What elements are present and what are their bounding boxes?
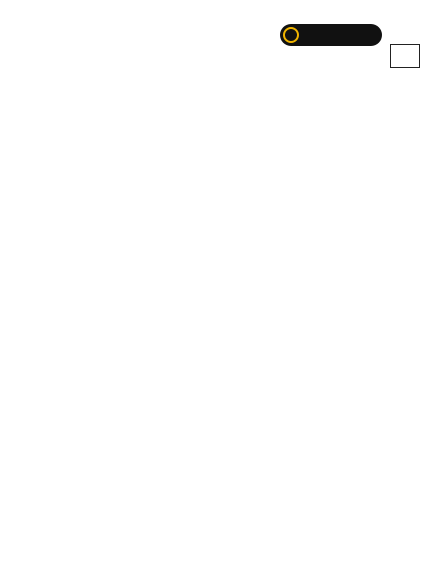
logo-ring-icon: [283, 27, 299, 43]
finish-position-box: [390, 44, 420, 68]
rc-scoring-pro-logo: [280, 24, 382, 46]
